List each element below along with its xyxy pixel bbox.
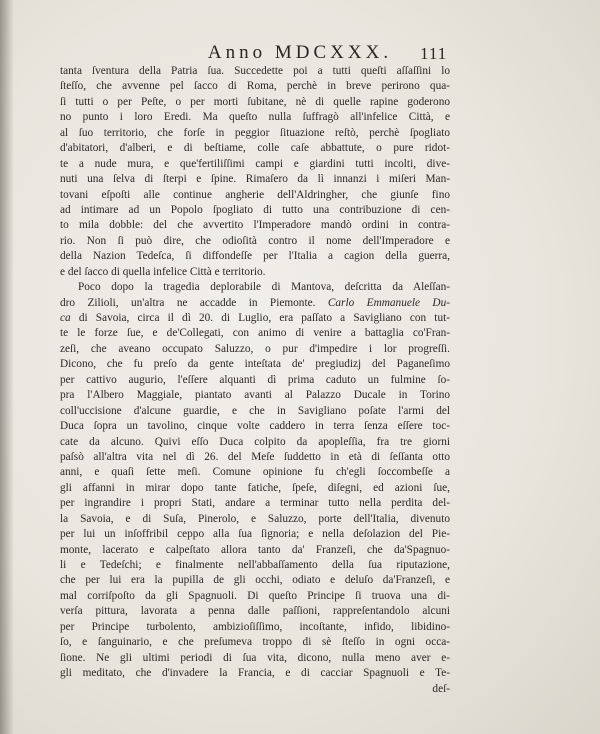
- text-line: rio. Non ſi può dire, che odioſità contro il nome dell'Imperadore e: [60, 234, 450, 247]
- body-text: [60, 64, 450, 697]
- text-line: Dicono, che fu preſo da gente inteſtata de' pregiudizj del Paganeſimo: [60, 358, 450, 371]
- text-line: li e Tedeſchi; e finalmente nell'abbaſſamento della ſua riputazione,: [60, 559, 450, 571]
- text-line: Duca ſopra un tavolino, cinque volte caddero in terra ſenza eſſere toc-: [60, 420, 450, 433]
- gutter-shadow: [0, 0, 14, 734]
- text-line: te le forze ſue, e de'Collegati, con animo di venire a battaglia co'Fran-: [60, 327, 450, 340]
- page-number: 111: [420, 44, 448, 63]
- text-line: zeſi, che aveano occupato Saluzzo, o pur d'impedire i lor progreſſi.: [60, 342, 450, 355]
- text-line: te a nude mura, e que'fertiliſſimi campi e giardini tutti incolti, dive-: [60, 157, 450, 170]
- text-line: ſo, e ſanguinario, e che preſumeva troppo di sè ſteſſo in ogni occa-: [60, 636, 450, 649]
- text-line: Poco dopo la tragedia deplorabile di Mantova, deſcritta da Aleſſan-: [78, 281, 450, 294]
- running-head: Anno MDCXXX.: [207, 42, 393, 63]
- text-line: verſa pittura, lavorata a penna dalle paſſioni, rappreſentandolo alcuni: [60, 605, 450, 618]
- text-run: di Savoia, circa il dì 20. di Luglio, era paſſato a Savigliano con tut-: [70, 312, 450, 324]
- text-run: dro Zilioli, un'altra ne accadde in Piemonte.: [60, 296, 328, 309]
- text-line: della Nazion Tedeſca, ſi diffondeſſe per l'Italia a cagion della guerra,: [60, 250, 450, 263]
- text-line: ſione. Ne gli ultimi periodi di ſua vita, dicono, nulla meno aver e-: [60, 651, 450, 664]
- text-line: d'abitatori, d'alberi, e di beſtiame, colle caſe abbattute, o pure ridot-: [60, 142, 450, 155]
- text-line: gli affanni in mirar dopo tante fatiche, ſpeſe, diſegni, ed azioni ſue,: [60, 481, 450, 494]
- text-line: to mila dobble: del che avvertito l'Imperadore mandò ordini in contra-: [60, 219, 450, 232]
- text-line: ſi tutti o per Peſte, o per morti ſubitane, nè di quelle rapine goderono: [60, 95, 450, 108]
- text-line: [60, 296, 450, 311]
- italic-name: Carlo Emmanuele Du-: [327, 296, 451, 309]
- text-line: ſteſſo, che avvenne pel ſacco di Roma, perchè in breve perirono qua-: [60, 80, 450, 93]
- text-line: tanta ſventura della Patria ſua. Succedette poi a tutti queſti aſſaſſini lo: [60, 65, 450, 77]
- text-line: che per lui era la pupilla de gli occhi, odiato e deluſo da'Franzeſi, e: [60, 574, 450, 587]
- catchword: deſ-: [432, 682, 450, 695]
- text-line: per ingrandire i propri Stati, andare a terminar tutto nella perdita del-: [60, 497, 450, 510]
- text-line: la Savoia, e di Suſa, Pinerolo, e Saluzzo, porte dell'Italia, divenuto: [60, 512, 450, 525]
- text-line: no punto i loro Eredi. Ma queſto nulla ſuffragò all'infelice Città, e: [60, 111, 450, 124]
- text-line: mal corriſpoſto da gli Spagnuoli. Di queſto Principe ſi truova una di-: [60, 589, 450, 602]
- text-line: monte, lacerato e calpeſtato allora tanto da' Franzeſi, che da'Spagnuo-: [60, 543, 450, 556]
- italic-name: ca: [60, 312, 71, 324]
- text-line: gli meditato, che d'invadere la Francia, e di cacciar Spagnuoli e Te-: [60, 667, 450, 680]
- text-line: paſsò all'altra vita nel dì 26. del Meſe ſuddetto in età di ſeſſanta otto: [60, 450, 450, 463]
- text-line: cate da alcuno. Quivi eſſo Duca colpito da apopleſſia, fra tre giorni: [60, 435, 450, 448]
- text-line: [60, 311, 450, 326]
- text-line: per cattivo augurio, l'eſſere alquanti dì prima caduto un fulmine ſo-: [60, 373, 450, 386]
- text-line: tovani eſpoſti alle continue angherie dell'Aldringher, che giunſe fino: [60, 188, 450, 201]
- text-line: per Principe turbolento, ambizioſiſſimo, incoſtante, infido, libidino-: [60, 620, 450, 633]
- text-line: pra l'Albero Maggiale, piantato avanti al Palazzo Ducale in Torino: [60, 389, 450, 402]
- text-line: per lui un inſoffribil ceppo alla ſua ſignoria; e nella deſolazion del Pie-: [60, 528, 450, 541]
- text-line: coll'uccisione d'alcune guardie, e che in Savigliano poſate l'armi del: [60, 404, 450, 417]
- text-line: nuti una ſelva di ſterpi e ſpine. Rimaſero da lì innanzi i miſeri Man-: [60, 173, 450, 186]
- text-line: ad intimare ad un Popolo ſpogliato di tutto una contribuzione di cen-: [60, 203, 450, 216]
- text-line: al ſuo territorio, che forſe in peggior ſituazione reſtò, perchè ſpogliato: [60, 126, 450, 139]
- text-line: e del ſacco di quella infelice Città e territorio.: [60, 265, 266, 278]
- text-line: anni, e quaſi ſette meſi. Comune opinione fu ch'egli ſoccombeſſe a: [60, 466, 450, 479]
